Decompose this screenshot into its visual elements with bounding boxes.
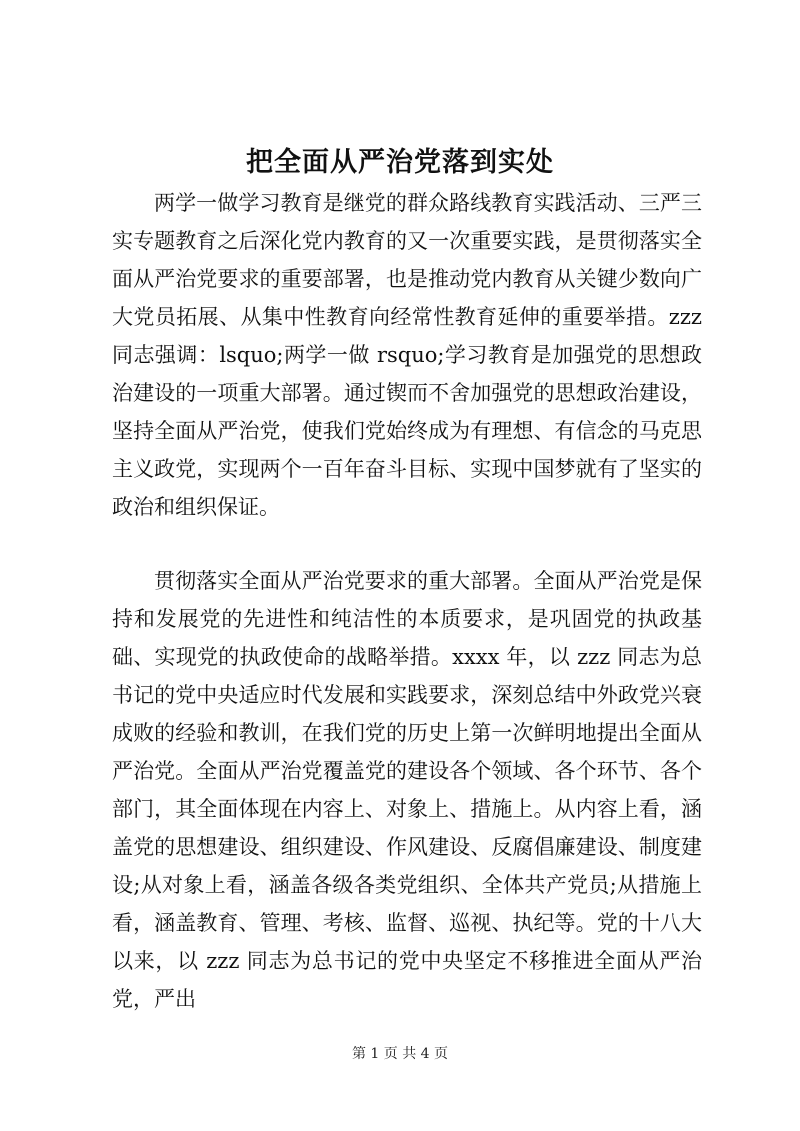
page-footer: 第 1 页 共 4 页: [351, 1046, 449, 1062]
document-title: 把全面从严治党落到实处: [246, 147, 554, 178]
paragraph: 贯彻落实全面从严治党要求的重大部署。全面从严治党是保持和发展党的先进性和纯洁性的本质要求，是巩固党的执政基础、实现党的执政使命的战略举措。xxxx 年，以 zzz 同志为总书记的党中央适应时代发展和实践要求，深刻总结中外政党兴衰成败的经验和教训，在我们党的历史上第一次鲜明地提出全面从严治党。全面从严治党覆盖党的建设各个领域、各个环节、各个部门，其全面体现在内容上、对象上、措施上。从内容上看，涵盖党的思想建设、组织建设、作风建设、反腐倡廉建设、制度建设;从对象上看，涵盖各级各类党组织、全体共产党员;从措施上看，涵盖教育、管理、考核、监督、巡视、执纪等。党的十八大以来，以 zzz 同志为总书记的党中央坚定不移推进全面从严治党，严出: [112, 569, 702, 1011]
paragraph: 两学一做学习教育是继党的群众路线教育实践活动、三严三实专题教育之后深化党内教育的又一次重要实践，是贯彻落实全面从严治党要求的重要部署，也是推动党内教育从关键少数向广大党员拓展、从集中性教育向经常性教育延伸的重要举措。zzz同志强调：lsquo;两学一做 rsquo;学习教育是加强党的思想政治建设的一项重大部署。通过锲而不舍加强党的思想政治建设，坚持全面从严治党，使我们党始终成为有理想、有信念的马克思主义政党，实现两个一百年奋斗目标、实现中国梦就有了坚实的政治和组织保证。: [112, 191, 702, 519]
